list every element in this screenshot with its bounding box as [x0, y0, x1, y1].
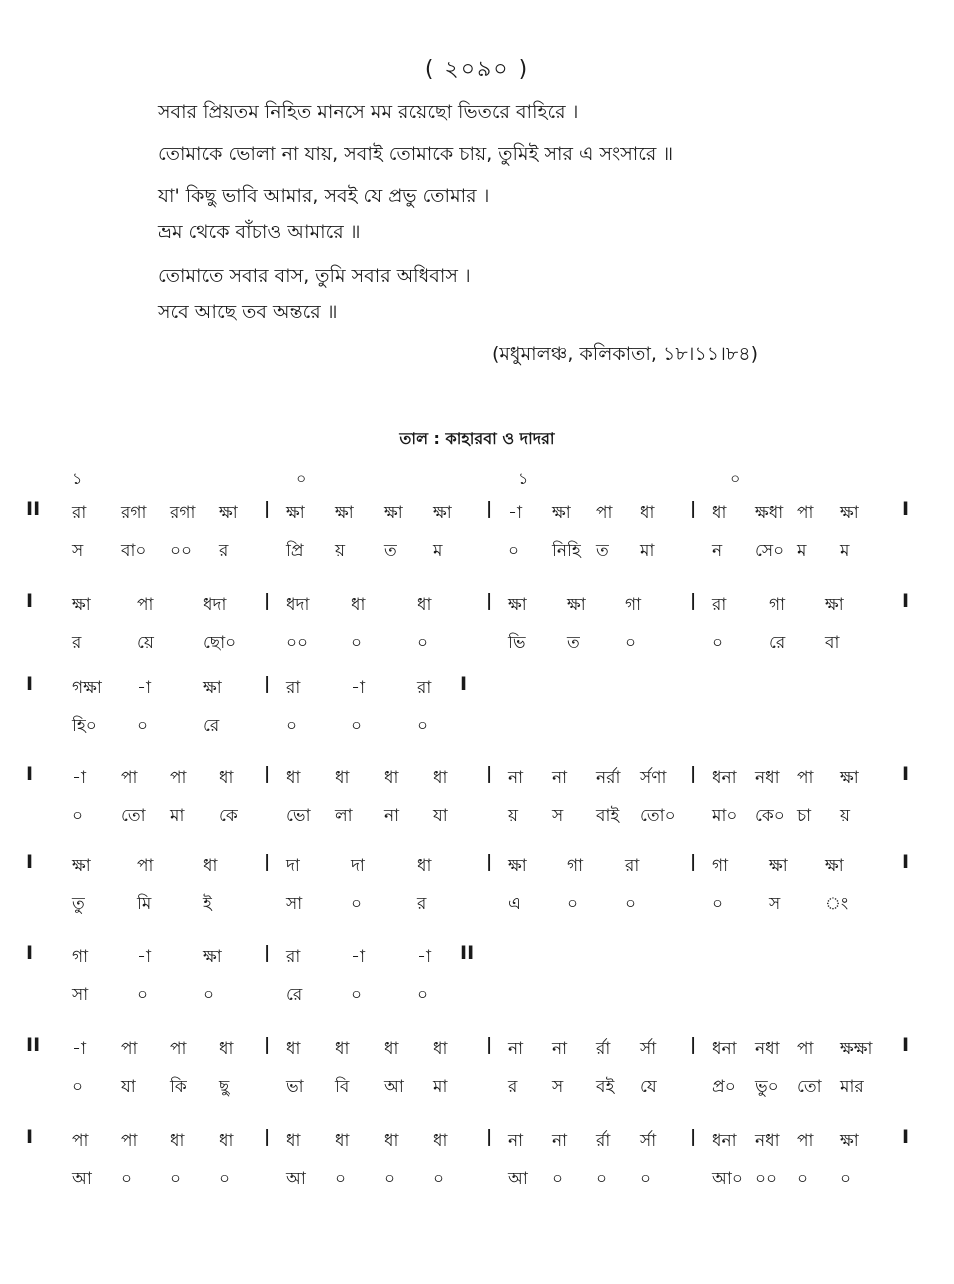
swara-note: পা: [137, 856, 154, 876]
lyric-syllable: সা: [72, 985, 89, 1005]
lyric-line-3: যা' কিছু ভাবি আমার, সবই যে প্রভু তোমার ।: [158, 185, 490, 207]
lyric-syllable: র: [508, 1077, 518, 1097]
swara-note: রগা: [170, 503, 196, 523]
lyric-syllable: ছু: [219, 1077, 230, 1097]
lyric-syllable: রে: [769, 633, 786, 653]
row-start-barline: I: [26, 673, 34, 695]
lyric-syllable: যা: [121, 1077, 136, 1097]
lyric-syllable: মা: [640, 541, 655, 561]
measure-divider: |: [690, 852, 697, 872]
lyric-syllable: বা০: [121, 541, 147, 561]
row-start-barline: II: [26, 498, 41, 520]
lyric-syllable: না: [384, 806, 400, 826]
swara-note: গক্ষা: [72, 678, 102, 698]
beat-mark-2: ০: [296, 469, 307, 488]
lyric-syllable: ত: [567, 633, 580, 653]
lyric-syllable: য়ে: [137, 633, 154, 653]
lyric-syllable: ০: [417, 633, 429, 653]
swara-note: ধা: [384, 1131, 399, 1151]
swara-note: রগা: [121, 503, 147, 523]
swara-note: রা: [712, 595, 727, 615]
lyric-syllable: তো০: [640, 806, 676, 826]
swara-note: নধা: [755, 768, 780, 788]
lyric-syllable: ০০: [170, 541, 193, 561]
lyric-syllable: আ: [508, 1169, 528, 1189]
swara-note: র্রা: [596, 1039, 611, 1059]
swara-note: না: [508, 768, 524, 788]
swara-note: ক্ষা: [840, 768, 859, 788]
measure-divider: |: [486, 852, 493, 872]
swara-note: -া: [508, 503, 522, 523]
row-end-barline: I: [902, 590, 910, 612]
lyric-line-5: তোমাতে সবার বাস, তুমি সবার অধিবাস ।: [158, 265, 471, 287]
row-end-barline: I: [902, 851, 910, 873]
lyric-syllable: বা: [825, 633, 840, 653]
lyric-syllable: ভু০: [755, 1077, 779, 1097]
lyric-syllable: কে: [219, 806, 238, 826]
lyric-syllable: ০: [596, 1169, 608, 1189]
lyric-syllable: র: [219, 541, 229, 561]
swara-note: গা: [769, 595, 786, 615]
lyric-syllable: তু: [72, 894, 85, 914]
lyric-syllable: ০: [840, 1169, 852, 1189]
measure-divider: |: [486, 499, 493, 519]
lyric-syllable: ০: [351, 894, 363, 914]
lyric-syllable: যা: [433, 806, 448, 826]
swara-note: ক্ষা: [508, 595, 527, 615]
row-start-barline: II: [26, 1034, 41, 1056]
lyric-syllable: ০: [72, 806, 84, 826]
lyric-syllable: মি: [137, 894, 152, 914]
lyric-syllable: রে: [203, 716, 220, 736]
lyric-syllable: আ০: [712, 1169, 743, 1189]
lyric-syllable: ত: [596, 541, 609, 561]
lyric-syllable: ০: [712, 633, 724, 653]
lyric-syllable: ং: [825, 894, 849, 914]
swara-note: ক্ষা: [335, 503, 354, 523]
lyric-syllable: ম: [433, 541, 443, 561]
swara-note: পা: [121, 1131, 138, 1151]
lyric-syllable: ভি: [508, 633, 526, 653]
lyric-syllable: ০: [508, 541, 520, 561]
lyric-syllable: স: [72, 541, 84, 561]
lyric-syllable: ০: [567, 894, 579, 914]
swara-note: -া: [351, 678, 365, 698]
swara-note: রা: [286, 947, 301, 967]
lyric-syllable: রে: [286, 985, 303, 1005]
measure-divider: |: [264, 764, 271, 784]
measure-divider: |: [264, 591, 271, 611]
swara-note: র্সণা: [640, 768, 667, 788]
swara-note: ধা: [384, 768, 399, 788]
tala-heading: তাল : কাহারবা ও দাদরা: [399, 429, 555, 448]
swara-note: না: [552, 1131, 568, 1151]
swara-note: নর্রা: [596, 768, 621, 788]
lyric-syllable: মা: [433, 1077, 448, 1097]
row-end-barline: I: [902, 1034, 910, 1056]
lyric-syllable: ০: [351, 985, 363, 1005]
measure-divider: |: [264, 1035, 271, 1055]
measure-divider: |: [690, 1127, 697, 1147]
lyric-syllable: নিহি: [552, 541, 581, 561]
lyric-syllable: প্র০: [712, 1077, 736, 1097]
lyric-syllable: লা: [335, 806, 353, 826]
lyric-syllable: মা: [170, 806, 185, 826]
swara-note: দা: [351, 856, 365, 876]
swara-note: ধা: [219, 1039, 234, 1059]
swara-note: ধনা: [712, 768, 737, 788]
lyric-syllable: ০: [433, 1169, 445, 1189]
lyric-syllable: ০: [351, 633, 363, 653]
swara-note: ধা: [203, 856, 218, 876]
swara-note: ধা: [433, 1131, 448, 1151]
lyric-syllable: ০০: [755, 1169, 778, 1189]
lyric-syllable: ০০: [286, 633, 309, 653]
lyric-syllable: ০: [712, 894, 724, 914]
swara-note: ক্ষা: [72, 856, 91, 876]
swara-note: ধা: [640, 503, 655, 523]
swara-note: পা: [72, 1131, 89, 1151]
beat-mark-3: ১: [518, 469, 529, 488]
lyric-syllable: য়: [508, 806, 519, 826]
swara-note: ক্ষা: [769, 856, 788, 876]
swara-note: গা: [72, 947, 89, 967]
row-start-barline: I: [26, 763, 34, 785]
lyric-line-4: ভ্রম থেকে বাঁচাও আমারে ॥: [158, 221, 361, 243]
measure-divider: |: [690, 499, 697, 519]
swara-note: ধা: [286, 1039, 301, 1059]
row-end-barline: I: [460, 673, 468, 695]
lyric-syllable: বি: [335, 1077, 350, 1097]
swara-note: ক্ষা: [72, 595, 91, 615]
lyric-syllable: সা: [286, 894, 303, 914]
swara-note: গা: [567, 856, 584, 876]
swara-note: ক্ষা: [203, 947, 222, 967]
lyric-syllable: বই: [596, 1077, 615, 1097]
swara-note: ধা: [335, 1039, 350, 1059]
swara-note: ধদা: [203, 595, 227, 615]
swara-note: গা: [625, 595, 642, 615]
swara-note: পা: [797, 1039, 814, 1059]
swara-note: ক্ষক্ষা: [840, 1039, 873, 1059]
measure-divider: |: [690, 764, 697, 784]
lyric-syllable: এ: [508, 894, 521, 914]
lyric-syllable: য়: [840, 806, 851, 826]
swara-note: ক্ষা: [219, 503, 238, 523]
swara-note: -া: [417, 947, 431, 967]
swara-note: পা: [170, 768, 187, 788]
swara-note: না: [508, 1039, 524, 1059]
swara-note: পা: [596, 503, 613, 523]
lyric-syllable: ছো০: [203, 633, 237, 653]
swara-note: -া: [137, 947, 151, 967]
swara-note: পা: [797, 1131, 814, 1151]
swara-note: ক্ষা: [508, 856, 527, 876]
swara-note: -া: [351, 947, 365, 967]
lyric-syllable: স: [552, 1077, 564, 1097]
swara-note: -া: [72, 1039, 86, 1059]
swara-note: ধা: [219, 1131, 234, 1151]
lyric-syllable: ০: [137, 716, 149, 736]
swara-note: রা: [417, 678, 432, 698]
lyric-syllable: ০: [72, 1077, 84, 1097]
lyric-line-1: সবার প্রিয়তম নিহিত মানসে মম রয়েছো ভিতরে বাহিরে ।: [158, 101, 579, 123]
swara-note: র্সা: [640, 1131, 657, 1151]
swara-note: ধা: [335, 1131, 350, 1151]
lyric-syllable: ০: [170, 1169, 182, 1189]
swara-note: ধা: [384, 1039, 399, 1059]
lyric-syllable: ত: [384, 541, 397, 561]
lyric-syllable: ০: [121, 1169, 133, 1189]
measure-divider: |: [264, 499, 271, 519]
row-start-barline: I: [26, 942, 34, 964]
lyric-syllable: মার: [840, 1077, 864, 1097]
lyric-syllable: ম: [840, 541, 850, 561]
row-end-barline: I: [902, 1126, 910, 1148]
lyric-syllable: ০: [625, 633, 637, 653]
swara-note: না: [508, 1131, 524, 1151]
swara-note: -া: [72, 768, 86, 788]
swara-note: ধা: [351, 595, 366, 615]
lyric-syllable: ০: [797, 1169, 809, 1189]
lyric-line-6: সবে আছে তব অন্তরে ॥: [158, 301, 338, 323]
measure-divider: |: [690, 591, 697, 611]
lyric-syllable: কি: [170, 1077, 187, 1097]
swara-note: ধনা: [712, 1131, 737, 1151]
swara-note: পা: [121, 768, 138, 788]
lyric-syllable: তো: [797, 1077, 822, 1097]
lyric-syllable: ০: [137, 985, 149, 1005]
lyric-syllable: ০: [351, 716, 363, 736]
measure-divider: |: [264, 674, 271, 694]
lyric-syllable: র: [417, 894, 427, 914]
swara-note: নধা: [755, 1131, 780, 1151]
swara-note: দা: [286, 856, 300, 876]
lyric-syllable: বাই: [596, 806, 620, 826]
measure-divider: |: [486, 591, 493, 611]
row-end-barline: I: [902, 498, 910, 520]
swara-note: ক্ষা: [203, 678, 222, 698]
swara-note: পা: [137, 595, 154, 615]
swara-note: ধা: [433, 1039, 448, 1059]
lyric-syllable: তো: [121, 806, 146, 826]
swara-note: ক্ষা: [840, 503, 859, 523]
lyric-syllable: ০: [417, 716, 429, 736]
swara-note: র্রা: [596, 1131, 611, 1151]
lyric-syllable: সে০: [755, 541, 785, 561]
measure-divider: |: [486, 1035, 493, 1055]
swara-note: ক্ষা: [384, 503, 403, 523]
swara-note: -া: [137, 678, 151, 698]
lyric-syllable: ০: [203, 985, 215, 1005]
swara-note: ধদা: [286, 595, 310, 615]
lyric-syllable: য়: [335, 541, 346, 561]
row-start-barline: I: [26, 590, 34, 612]
measure-divider: |: [486, 764, 493, 784]
swara-note: নধা: [755, 1039, 780, 1059]
lyric-syllable: ০: [219, 1169, 231, 1189]
swara-note: ক্ষা: [567, 595, 586, 615]
lyric-syllable: স: [552, 806, 564, 826]
swara-note: পা: [797, 768, 814, 788]
composition-credit: (মধুমালঞ্চ, কলিকাতা, ১৮।১১।৮৪): [491, 343, 758, 365]
swara-note: পা: [797, 503, 814, 523]
lyric-syllable: আ: [72, 1169, 92, 1189]
lyric-syllable: ০: [335, 1169, 347, 1189]
swara-note: ক্ষা: [433, 503, 452, 523]
swara-note: ক্ষা: [825, 595, 844, 615]
swara-note: ধা: [286, 1131, 301, 1151]
swara-note: না: [552, 768, 568, 788]
swara-note: রা: [72, 503, 87, 523]
lyric-syllable: ০: [625, 894, 637, 914]
lyric-syllable: আ: [384, 1077, 404, 1097]
lyric-syllable: হি০: [72, 716, 97, 736]
lyric-syllable: মা০: [712, 806, 738, 826]
lyric-syllable: ভো: [286, 806, 311, 826]
swara-note: ক্ষা: [840, 1131, 859, 1151]
swara-note: ধা: [219, 768, 234, 788]
swara-note: ধা: [170, 1131, 185, 1151]
lyric-syllable: চা: [797, 806, 812, 826]
lyric-syllable: ই: [203, 894, 212, 914]
swara-note: ধা: [335, 768, 350, 788]
lyric-line-2: তোমাকে ভোলা না যায়, সবাই তোমাকে চায়, তুমিই সার এ সংসারে ॥: [158, 143, 674, 165]
lyric-syllable: ০: [384, 1169, 396, 1189]
lyric-syllable: স: [769, 894, 781, 914]
lyric-syllable: যে: [640, 1077, 657, 1097]
swara-note: ধা: [417, 595, 432, 615]
page-number: ( ২০৯০ ): [424, 57, 530, 82]
swara-note: ক্ষা: [286, 503, 305, 523]
swara-note: ক্ষা: [552, 503, 571, 523]
beat-mark-1: ১: [72, 469, 83, 488]
row-start-barline: I: [26, 851, 34, 873]
swara-note: ধা: [286, 768, 301, 788]
lyric-syllable: আ: [286, 1169, 306, 1189]
swara-note: রা: [625, 856, 640, 876]
swara-note: রা: [286, 678, 301, 698]
lyric-syllable: ন: [712, 541, 723, 561]
swara-note: গা: [712, 856, 729, 876]
swara-note: ধা: [417, 856, 432, 876]
lyric-syllable: ০: [552, 1169, 564, 1189]
lyric-syllable: র: [72, 633, 82, 653]
measure-divider: |: [264, 1127, 271, 1147]
lyric-syllable: ০: [286, 716, 298, 736]
row-end-barline: I: [902, 763, 910, 785]
measure-divider: |: [264, 852, 271, 872]
lyric-syllable: প্রি: [286, 541, 304, 561]
swara-note: ক্ষধা: [755, 503, 784, 523]
beat-mark-4: ০: [730, 469, 741, 488]
swara-note: র্সা: [640, 1039, 657, 1059]
swara-note: ধা: [433, 768, 448, 788]
swara-note: ক্ষা: [825, 856, 844, 876]
measure-divider: |: [486, 1127, 493, 1147]
swara-note: ধনা: [712, 1039, 737, 1059]
swara-note: ধা: [712, 503, 727, 523]
measure-divider: |: [264, 943, 271, 963]
lyric-syllable: ০: [417, 985, 429, 1005]
lyric-syllable: ম: [797, 541, 807, 561]
lyric-syllable: ভা: [286, 1077, 304, 1097]
row-start-barline: I: [26, 1126, 34, 1148]
lyric-syllable: কে০: [755, 806, 785, 826]
measure-divider: |: [690, 1035, 697, 1055]
swara-note: পা: [170, 1039, 187, 1059]
swara-note: না: [552, 1039, 568, 1059]
lyric-syllable: ০: [640, 1169, 652, 1189]
swara-note: পা: [121, 1039, 138, 1059]
row-end-barline: II: [460, 942, 475, 964]
